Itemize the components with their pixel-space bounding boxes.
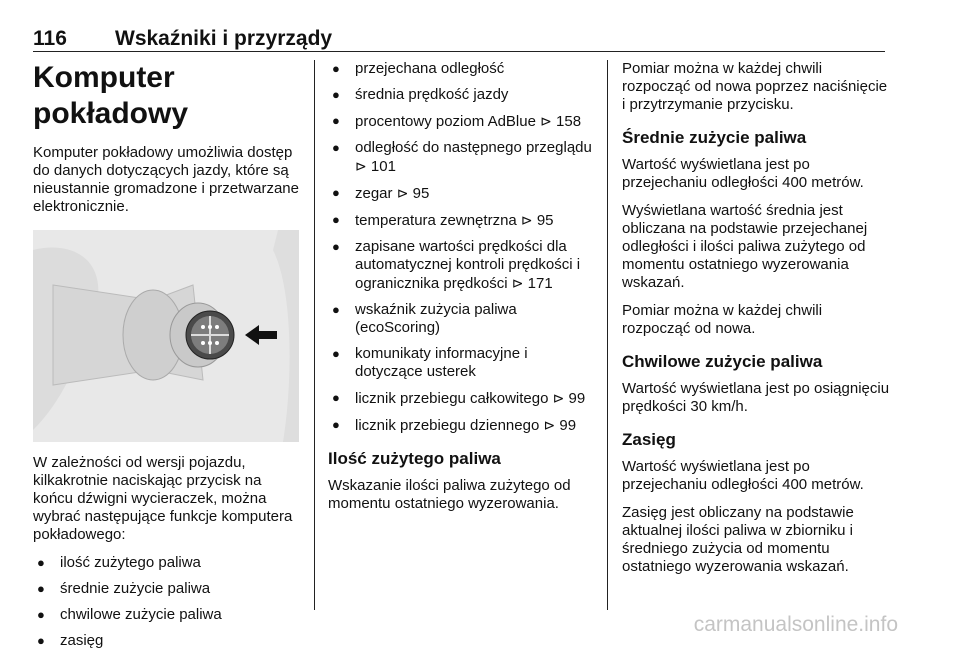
fuel-used-text: Wskazanie ilości paliwa zużytego od momentu ostatniego wyzerowania. [328, 477, 571, 512]
average-text-1: Wartość wyświetlana jest po przejechaniu odległości 400 metrów. [622, 156, 864, 191]
page-reference-link[interactable]: 95 [412, 185, 430, 202]
page-reference-link[interactable]: 171 [527, 275, 553, 292]
list-item: ● komunikaty informacyjne i dotyczące usterek [332, 345, 528, 380]
subheading-instant-consumption: Chwilowe zużycie paliwa [622, 352, 823, 371]
bullet-icon: ● [332, 185, 340, 200]
average-text-2: Wyświetlana wartość średnia jest obliczana na podstawie przejechanej odległości i ilości paliwa zużytego od momentu ostatniego wyzerowania wskazań. [622, 202, 868, 291]
page-ref-arrow-icon: ⊳ [540, 113, 552, 129]
function-list-continued [328, 60, 596, 435]
wiper-lever-figure [33, 230, 299, 442]
range-text-1: Wartość wyświetlana jest po przejechaniu odległości 400 metrów. [622, 458, 864, 493]
list-item: ● zegar ⊳ 95 [332, 185, 430, 202]
subheading-range: Zasięg [622, 430, 676, 449]
list-item: ● zasięg [37, 632, 104, 649]
page-title: Wskaźniki i przyrządy [115, 27, 333, 50]
intro-paragraph: Komputer pokładowy umożliwia dostęp do danych dotyczących jazdy, które są nieustannie gromadzone i przetwarzane elektronicznie. [33, 144, 299, 215]
list-item: ● wskaźnik zużycia paliwa (ecoScoring) [332, 301, 517, 336]
page-number: 116 [33, 27, 67, 50]
list-item: ● średnie zużycie paliwa [37, 580, 211, 597]
bullet-icon: ● [332, 212, 340, 227]
page-reference-link[interactable]: 95 [536, 212, 554, 229]
bullet-icon: ● [332, 239, 340, 254]
page-reference-link[interactable]: 99 [559, 417, 577, 434]
subheading-average-consumption: Średnie zużycie paliwa [622, 128, 807, 147]
bullet-icon: ● [37, 581, 45, 596]
column-middle [328, 60, 596, 523]
list-item: ● odległość do następnego przeglądu ⊳ 101 [332, 139, 592, 175]
list-item: ● przejechana odległość [332, 60, 505, 77]
range-text-2: Zasięg jest obliczany na podstawie aktualnej ilości paliwa w zbiorniku i średniego zużycia od momentu ostatniego wyzerowania wskazań. [622, 504, 854, 575]
bullet-icon: ● [37, 633, 45, 648]
list-item: ● licznik przebiegu dziennego ⊳ 99 [332, 417, 577, 434]
page-header [33, 27, 885, 52]
column-right [622, 60, 892, 586]
page-ref-arrow-icon: ⊳ [511, 275, 524, 291]
average-text-3: Pomiar można w każdej chwili rozpocząć od nowa. [622, 302, 823, 337]
list-item: ● temperatura zewnętrzna ⊳ 95 [332, 212, 554, 229]
reset-text: Pomiar można w każdej chwili rozpocząć od nowa poprzez naciśnięcie i przytrzymanie przycisku. [622, 60, 888, 113]
list-item: ● licznik przebiegu całkowitego ⊳ 99 [332, 390, 586, 407]
section-title: Komputer pokładowy [33, 61, 189, 130]
column-divider [314, 60, 315, 610]
function-list [33, 554, 303, 650]
page-ref-arrow-icon: ⊳ [552, 390, 565, 406]
list-item: ● chwilowe zużycie paliwa [37, 606, 222, 623]
list-item: ● zapisane wartości prędkości dla automatycznej kontroli prędkości i ogranicznika prędkości ⊳ 171 [332, 238, 581, 292]
instant-text: Wartość wyświetlana jest po osiągnięciu prędkości 30 km/h. [622, 380, 890, 415]
column-left [33, 60, 303, 658]
bullet-icon: ● [332, 302, 340, 317]
page-ref-arrow-icon: ⊳ [396, 185, 409, 201]
column-divider [607, 60, 608, 610]
subheading-fuel-used: Ilość zużytego paliwa [328, 449, 501, 468]
function-intro: W zależności od wersji pojazdu, kilkakrotnie naciskając przycisk na końcu dźwigni wycieraczek, można wybrać następujące funkcje komputera pokładowego: [33, 454, 293, 543]
page-ref-arrow-icon: ⊳ [355, 158, 367, 174]
page-ref-arrow-icon: ⊳ [520, 212, 533, 228]
bullet-icon: ● [332, 87, 340, 102]
list-item: ● średnia prędkość jazdy [332, 86, 509, 103]
bullet-icon: ● [37, 555, 45, 570]
list-item: ● procentowy poziom AdBlue ⊳ 158 [332, 113, 582, 130]
bullet-icon: ● [332, 417, 340, 432]
bullet-icon: ● [332, 390, 340, 405]
page-reference-link[interactable]: 99 [568, 390, 586, 407]
bullet-icon: ● [332, 113, 340, 128]
bullet-icon: ● [332, 346, 340, 361]
page-ref-arrow-icon: ⊳ [543, 417, 556, 433]
watermark: carmanualsonline.info [693, 613, 898, 636]
page-reference-link[interactable]: 158 [556, 113, 582, 130]
bullet-icon: ● [37, 607, 45, 622]
list-item: ● ilość zużytego paliwa [37, 554, 201, 571]
page-reference-link[interactable]: 101 [370, 158, 396, 175]
bullet-icon: ● [332, 140, 340, 155]
bullet-icon: ● [332, 61, 340, 76]
